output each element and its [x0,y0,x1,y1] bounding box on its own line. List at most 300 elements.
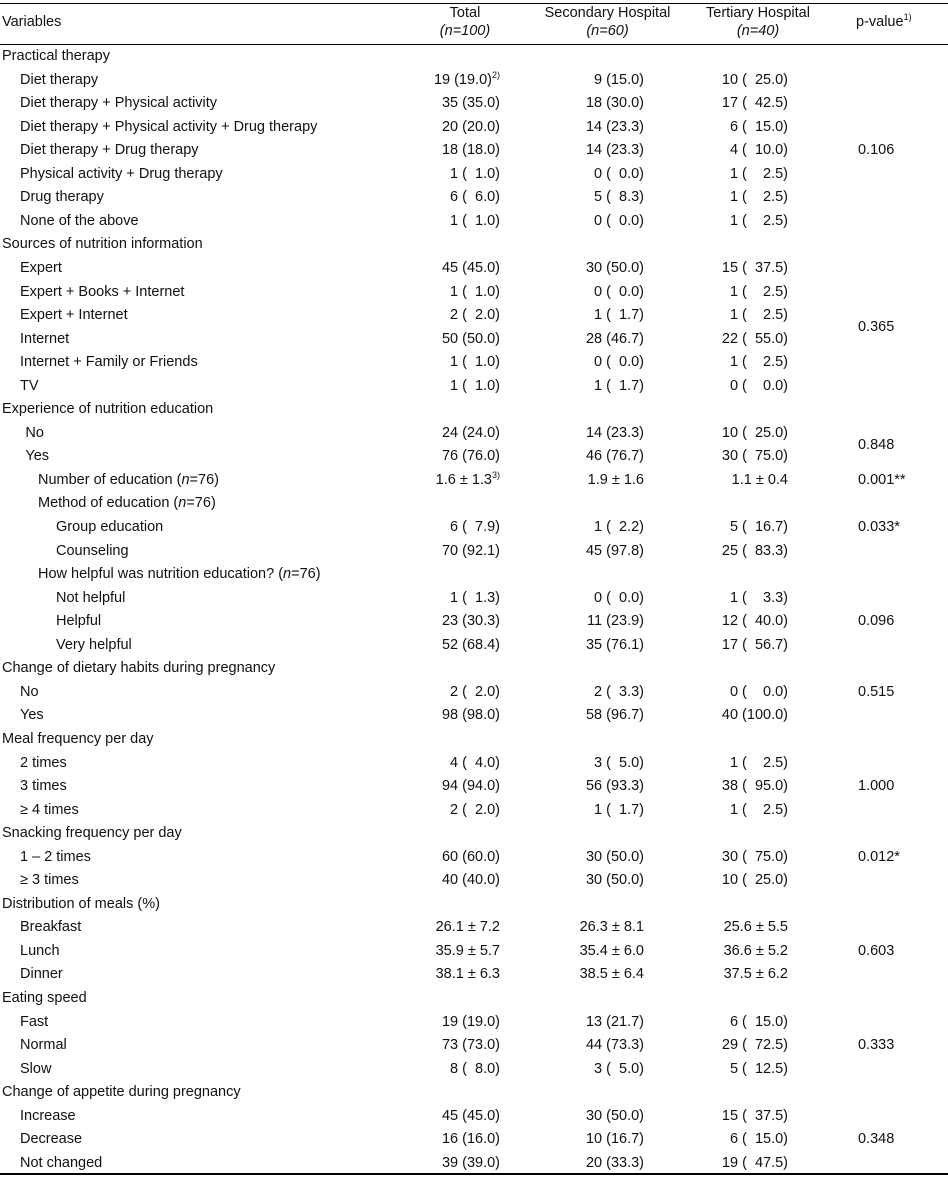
row-label: ≥ 3 times [20,872,79,889]
row-label: Breakfast [20,919,82,936]
secondary-cell-text: 5 ( 8.3) [594,189,644,206]
total-cell-text: 2 ( 2.0) [450,683,500,700]
secondary-cell-text: 9 (15.0) [594,71,644,88]
tertiary-cell [722,848,788,866]
tertiary-cell-text: 22 ( 55.0) [721,330,788,347]
row-label: Number of education (n=76) [38,471,219,488]
secondary-cell [594,377,644,395]
p-value-cell-text: 0.001** [858,471,906,488]
total-cell-text: 4 ( 4.0) [450,754,500,771]
total-cell-text: 76 (76.0) [441,448,500,465]
header-total-label: Total [449,5,481,21]
total-cell [450,801,500,819]
tertiary-cell [722,871,788,889]
total-cell-text: 19 (19.0) [441,1013,500,1030]
tertiary-cell [732,471,788,489]
secondary-cell-text: 56 (93.3) [585,778,644,795]
total-cell [442,118,500,136]
p-value-cell [858,318,894,336]
tertiary-cell-text: 5 ( 12.5) [729,1060,788,1077]
row-label: Dinner [20,966,63,983]
total-cell [450,683,500,701]
secondary-cell-text: 14 (23.3) [585,142,644,159]
tertiary-cell-text: 10 ( 25.0) [721,872,788,889]
total-cell [442,848,500,866]
total-cell [442,542,500,560]
total-cell-text: 40 (40.0) [441,872,500,889]
total-cell [436,965,500,983]
p-value-cell [858,1130,894,1148]
total-cell-text: 1 ( 1.0) [450,212,500,229]
secondary-cell-text: 1 ( 1.7) [594,307,644,324]
tertiary-cell-text: 40 (100.0) [721,707,788,724]
tertiary-cell-text: 4 ( 10.0) [729,142,788,159]
total-cell-text: 6 ( 7.9) [450,519,500,535]
row-label: Group education [56,519,164,535]
secondary-cell [586,706,644,724]
secondary-cell [586,94,644,112]
tertiary-cell [730,1060,788,1078]
total-cell-text: 45 (45.0) [441,259,500,276]
total-cell [442,1130,500,1148]
secondary-cell-text: 0 ( 0.0) [594,354,644,371]
row-label: Lunch [20,942,60,959]
secondary-cell-text: 26.3 ± 8.1 [579,919,644,936]
section-heading: Meal frequency per day [2,730,154,747]
total-cell-text: 38.1 ± 6.3 [435,966,500,983]
tertiary-cell [730,589,788,607]
total-cell-footnote: 2) [491,69,500,80]
secondary-cell-text: 18 (30.0) [585,95,644,112]
secondary-cell-text: 30 (50.0) [585,872,644,889]
total-cell [436,918,500,936]
tertiary-cell-text: 1 ( 2.5) [729,754,788,771]
secondary-cell [586,636,644,654]
tertiary-cell [730,754,788,772]
tertiary-cell [722,94,788,112]
total-cell [442,1036,500,1054]
tertiary-cell [730,141,788,159]
tertiary-cell-text: 30 ( 75.0) [721,848,788,865]
header-tertiary-n: (n=40) [736,23,780,39]
p-value-cell-text: 1.000 [858,778,895,795]
secondary-cell [594,71,644,89]
tertiary-cell [730,1130,788,1148]
row-label: Expert [20,259,62,276]
tertiary-cell [722,612,788,630]
secondary-cell [586,424,644,442]
row-label: 1 – 2 times [20,848,91,865]
secondary-cell [586,871,644,889]
secondary-cell [594,353,644,371]
tertiary-cell-text: 29 ( 72.5) [721,1037,788,1054]
tertiary-cell [730,377,788,395]
total-cell-footnote: 3) [491,469,500,480]
row-label: TV [20,377,39,394]
total-cell [450,306,500,324]
tertiary-cell-text: 1 ( 2.5) [729,165,788,182]
row-label: Decrease [20,1131,83,1148]
tertiary-cell-text: 10 ( 25.0) [721,424,788,441]
row-label: ≥ 4 times [20,801,79,818]
row-label: 2 times [20,754,67,771]
tertiary-cell [730,683,788,701]
row-label: None of the above [20,212,139,229]
p-value-cell [858,471,906,489]
row-label: No [25,424,44,441]
tertiary-cell [722,424,788,442]
section-heading: Practical therapy [2,48,110,64]
section-heading: Change of appetite during pregnancy [2,1084,241,1101]
total-cell [450,1060,500,1078]
tertiary-cell-text: 1 ( 2.5) [729,801,788,818]
total-cell-text: 23 (30.3) [441,613,500,630]
total-cell-text: 19 (19.0) [433,71,492,88]
total-cell-text: 35.9 ± 5.7 [435,942,500,959]
header-pvalue-label: p-value [856,14,904,30]
row-label: Yes [20,707,44,724]
row-label: Not helpful [56,589,126,606]
secondary-cell [586,141,644,159]
total-cell [442,259,500,277]
tertiary-cell [722,706,788,724]
tertiary-cell-text: 19 ( 47.5) [721,1154,788,1171]
secondary-cell-text: 0 ( 0.0) [594,589,644,606]
p-value-cell [858,942,894,960]
secondary-cell-text: 44 (73.3) [585,1037,644,1054]
secondary-cell-text: 10 (16.7) [585,1131,644,1148]
secondary-cell-text: 11 (23.9) [587,613,644,630]
total-cell [442,141,500,159]
secondary-cell [594,683,644,701]
p-value-cell [858,777,894,795]
section-heading: Experience of nutrition education [2,401,214,418]
tertiary-cell [730,801,788,819]
table-header-rule [0,44,948,45]
total-cell-text: 8 ( 8.0) [450,1060,500,1077]
secondary-cell [594,165,644,183]
secondary-cell-text: 1.9 ± 1.6 [587,471,644,488]
total-cell-text: 39 (39.0) [441,1154,500,1171]
header-tertiary-label: Tertiary Hospital [706,5,810,21]
secondary-cell-text: 20 (33.3) [585,1154,644,1171]
tertiary-cell-text: 1 ( 2.5) [729,307,788,324]
p-value-cell [858,436,894,454]
p-value-cell-text: 0.848 [858,436,895,453]
secondary-cell [594,306,644,324]
tertiary-cell-text: 12 ( 40.0) [721,613,788,630]
p-value-cell [858,518,900,536]
row-label: No [20,683,39,700]
p-value-cell [858,612,894,630]
tertiary-cell-text: 38 ( 95.0) [721,778,788,795]
total-cell [442,1154,500,1172]
secondary-cell [594,1060,644,1078]
tertiary-cell [722,330,788,348]
tertiary-cell-text: 1 ( 2.5) [729,283,788,300]
secondary-cell [587,612,644,630]
secondary-cell [586,118,644,136]
tertiary-cell [730,118,788,136]
total-cell [450,283,500,301]
tertiary-cell-text: 5 ( 16.7) [729,519,788,535]
header-total-n: (n=100) [439,23,491,39]
row-label: Drug therapy [20,189,104,206]
row-label: Expert + Books + Internet [20,283,185,300]
p-value-cell-text: 0.033* [858,519,900,535]
total-cell [442,330,500,348]
secondary-cell [594,283,644,301]
p-value-cell-text: 0.333 [858,1037,895,1054]
row-label: Not changed [20,1154,103,1171]
secondary-cell [586,447,644,465]
total-cell [450,353,500,371]
secondary-cell-text: 1 ( 1.7) [594,801,644,818]
secondary-cell [594,518,644,536]
secondary-cell [594,589,644,607]
secondary-cell-text: 0 ( 0.0) [594,165,644,182]
tertiary-cell-text: 1 ( 2.5) [729,354,788,371]
total-cell-text: 2 ( 2.0) [450,801,500,818]
secondary-cell [594,188,644,206]
total-cell-text: 1.6 ± 1.3 [435,471,492,488]
tertiary-cell [722,1107,788,1125]
total-cell [442,706,500,724]
total-cell [442,612,500,630]
total-cell-text: 98 (98.0) [441,707,500,724]
tertiary-cell-text: 0 ( 0.0) [729,683,788,700]
tertiary-cell [722,259,788,277]
p-value-cell-text: 0.603 [858,942,895,959]
secondary-cell [586,330,644,348]
total-cell [436,942,500,960]
total-cell-text: 73 (73.0) [441,1037,500,1054]
tertiary-cell [724,965,788,983]
tertiary-cell-text: 6 ( 15.0) [729,1131,788,1148]
secondary-cell [588,471,644,489]
tertiary-cell-text: 6 ( 15.0) [729,118,788,135]
total-cell [450,589,500,607]
tertiary-cell-text: 17 ( 42.5) [721,95,788,112]
secondary-cell [580,965,644,983]
p-value-cell-text: 0.012* [858,848,900,865]
total-cell-text: 1 ( 1.0) [450,165,500,182]
secondary-cell [586,1130,644,1148]
tertiary-cell-text: 15 ( 37.5) [721,1107,788,1124]
total-cell [442,1013,500,1031]
secondary-cell-text: 0 ( 0.0) [594,212,644,229]
row-label: 3 times [20,778,67,795]
row-label: Method of education (n=76) [38,495,216,512]
secondary-cell-text: 14 (23.3) [585,118,644,135]
secondary-cell-text: 2 ( 3.3) [594,683,644,700]
secondary-cell-text: 30 (50.0) [585,259,644,276]
section-heading: Eating speed [2,990,87,1006]
total-cell-text: 52 (68.4) [441,636,500,653]
tertiary-cell [722,1036,788,1054]
header-variables: Variables [2,14,62,30]
section-heading: Snacking frequency per day [2,825,182,842]
row-label: Diet therapy + Physical activity [20,95,218,112]
secondary-cell [586,1107,644,1125]
p-value-cell [858,1036,894,1054]
secondary-cell [580,942,644,960]
total-cell-text: 16 (16.0) [441,1131,500,1148]
header-total [405,4,525,40]
total-cell-text: 6 ( 6.0) [450,189,500,206]
secondary-cell [586,848,644,866]
total-cell-text: 60 (60.0) [441,848,500,865]
total-cell [442,636,500,654]
secondary-cell-text: 46 (76.7) [585,448,644,465]
tertiary-cell-text: 1.1 ± 0.4 [731,471,788,488]
row-label: Increase [20,1107,76,1124]
p-value-cell-text: 0.106 [858,142,895,159]
total-cell [450,188,500,206]
total-cell [434,71,500,89]
total-cell [442,871,500,889]
row-label: Diet therapy [20,71,99,88]
total-cell [450,212,500,230]
secondary-cell [586,259,644,277]
total-cell [450,754,500,772]
secondary-cell-text: 14 (23.3) [585,424,644,441]
total-cell [442,1107,500,1125]
tertiary-cell-text: 6 ( 15.0) [729,1013,788,1030]
total-cell [442,94,500,112]
tertiary-cell [722,71,788,89]
tertiary-cell-text: 1 ( 2.5) [729,212,788,229]
tertiary-cell [722,542,788,560]
total-cell [442,424,500,442]
tertiary-cell-text: 37.5 ± 6.2 [723,966,788,983]
row-label: Expert + Internet [20,307,128,324]
secondary-cell-text: 28 (46.7) [585,330,644,347]
total-cell-text: 50 (50.0) [441,330,500,347]
secondary-cell-text: 3 ( 5.0) [594,1060,644,1077]
total-cell-text: 24 (24.0) [441,424,500,441]
table-bottom-rule [0,1173,948,1175]
secondary-cell-text: 38.5 ± 6.4 [579,966,644,983]
row-label: Very helpful [56,636,132,653]
total-cell [442,777,500,795]
total-cell-text: 18 (18.0) [441,142,500,159]
secondary-cell-text: 45 (97.8) [585,542,644,559]
total-cell [436,471,500,489]
section-heading: Distribution of meals (%) [2,895,160,912]
secondary-cell [586,1013,644,1031]
tertiary-cell [722,636,788,654]
tertiary-cell [730,165,788,183]
total-cell-text: 1 ( 1.3) [450,589,500,606]
tertiary-cell [724,942,788,960]
section-heading: Change of dietary habits during pregnancy [2,660,276,677]
secondary-cell [586,1036,644,1054]
tertiary-cell-text: 25 ( 83.3) [721,542,788,559]
header-secondary [530,4,685,40]
tertiary-cell-text: 0 ( 0.0) [729,377,788,394]
secondary-cell-text: 1 ( 2.2) [594,519,644,535]
row-label: Physical activity + Drug therapy [20,165,223,182]
secondary-cell [594,212,644,230]
section-heading: Sources of nutrition information [2,236,203,253]
row-label: Normal [20,1037,67,1054]
row-label: Helpful [56,613,102,630]
tertiary-cell-text: 25.6 ± 5.5 [723,919,788,936]
total-cell [450,165,500,183]
row-label: Internet + Family or Friends [20,354,198,371]
secondary-cell [586,777,644,795]
secondary-cell-text: 35.4 ± 6.0 [579,942,644,959]
tertiary-cell-text: 1 ( 3.3) [729,589,788,606]
tertiary-cell [722,1154,788,1172]
secondary-cell [586,542,644,560]
secondary-cell-text: 30 (50.0) [585,1107,644,1124]
tertiary-cell [730,1013,788,1031]
tertiary-cell [730,188,788,206]
row-label: Counseling [56,542,129,559]
p-value-cell-text: 0.096 [858,613,895,630]
secondary-cell-text: 35 (76.1) [585,636,644,653]
row-label: How helpful was nutrition education? (n=76) [38,566,321,583]
secondary-cell [586,1154,644,1172]
header-secondary-n: (n=60) [586,23,629,39]
tertiary-cell [730,518,788,536]
secondary-cell [580,918,644,936]
total-cell-text: 94 (94.0) [441,778,500,795]
p-value-cell-text: 0.348 [858,1131,895,1148]
p-value-cell-text: 0.365 [858,318,895,335]
row-label: Fast [20,1013,49,1030]
row-label: Diet therapy + Drug therapy [20,142,199,159]
total-cell-text: 1 ( 1.0) [450,377,500,394]
total-cell-text: 2 ( 2.0) [450,307,500,324]
total-cell-text: 20 (20.0) [441,118,500,135]
tertiary-cell [724,918,788,936]
p-value-cell [858,848,900,866]
secondary-cell-text: 13 (21.7) [585,1013,644,1030]
tertiary-cell-text: 36.6 ± 5.2 [723,942,788,959]
header-pvalue-footnote: 1) [903,12,912,22]
p-value-cell-text: 0.515 [858,683,895,700]
row-label: Yes [25,448,50,465]
tertiary-cell-text: 17 ( 56.7) [721,636,788,653]
total-cell [442,447,500,465]
total-cell-text: 1 ( 1.0) [450,283,500,300]
total-cell-text: 1 ( 1.0) [450,354,500,371]
total-cell [450,377,500,395]
secondary-cell-text: 3 ( 5.0) [594,754,644,771]
row-label: Slow [20,1060,52,1077]
header-secondary-label: Secondary Hospital [544,5,671,21]
p-value-cell [858,141,894,159]
secondary-cell-text: 58 (96.7) [585,707,644,724]
tertiary-cell-text: 1 ( 2.5) [729,189,788,206]
secondary-cell-text: 30 (50.0) [585,848,644,865]
total-cell [450,518,500,536]
tertiary-cell-text: 30 ( 75.0) [721,448,788,465]
total-cell-text: 70 (92.1) [441,542,500,559]
row-label: Internet [20,330,70,347]
tertiary-cell [730,353,788,371]
secondary-cell-text: 1 ( 1.7) [594,377,644,394]
p-value-cell [858,683,894,701]
tertiary-cell [730,306,788,324]
tertiary-cell [722,777,788,795]
tertiary-cell-text: 10 ( 25.0) [721,71,788,88]
header-pvalue [856,13,912,31]
total-cell-text: 26.1 ± 7.2 [435,919,500,936]
